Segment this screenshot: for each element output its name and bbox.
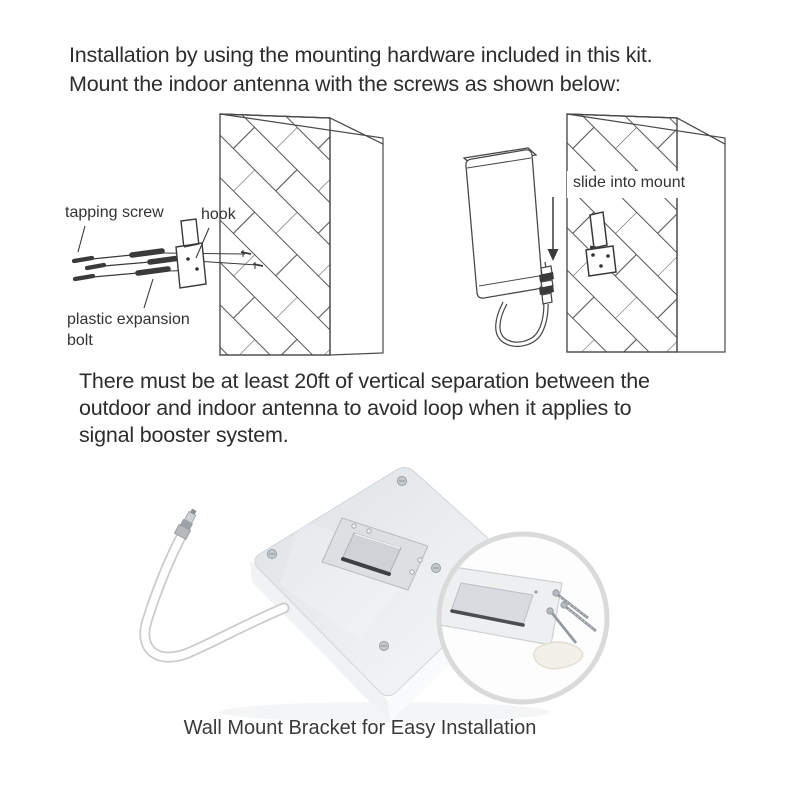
n-connector	[174, 507, 200, 540]
arrowhead	[548, 249, 559, 261]
left-wall-diagram	[220, 114, 383, 355]
wall-side-face	[330, 118, 383, 355]
expansion-bolt-sleeve	[132, 251, 162, 255]
expansion-bolt-sleeve	[150, 258, 180, 262]
label-tapping-screw: tapping screw	[65, 204, 164, 221]
wall-side-face	[677, 118, 725, 352]
wall-mount-photo	[145, 468, 607, 722]
antenna-cable-drawing	[498, 303, 546, 344]
bracket-closeup-inset	[435, 534, 607, 702]
header-line-2: Mount the indoor antenna with the screws as shown below:	[69, 72, 621, 96]
wall-brick-face	[567, 114, 677, 352]
right-wall-diagram	[567, 114, 725, 352]
antenna-front-face	[466, 150, 542, 298]
photo-caption: Wall Mount Bracket for Easy Installation	[183, 717, 537, 739]
note-line-2: outdoor and indoor antenna to avoid loop when it applies to	[79, 396, 632, 420]
down-arrow	[548, 197, 559, 261]
bracket-plate	[586, 246, 616, 276]
leader-line	[78, 226, 85, 252]
note-line-3: signal booster system.	[79, 423, 289, 447]
bracket-plate	[176, 243, 206, 288]
hook-bracket	[176, 219, 206, 288]
leader-line	[144, 279, 153, 308]
antenna-connector	[539, 262, 554, 304]
label-slide-into-mount: slide into mount	[567, 172, 691, 195]
indoor-antenna-drawing	[464, 148, 554, 344]
note-line-1: There must be at least 20ft of vertical separation between the	[79, 369, 650, 393]
header-line-1: Installation by using the mounting hardware included in this kit.	[69, 43, 653, 67]
wall-brick-face	[220, 114, 330, 355]
label-plastic-expansion-bolt: plastic expansion bolt	[67, 311, 190, 349]
expansion-bolt-sleeve	[138, 269, 168, 273]
label-hook: hook	[201, 206, 236, 223]
